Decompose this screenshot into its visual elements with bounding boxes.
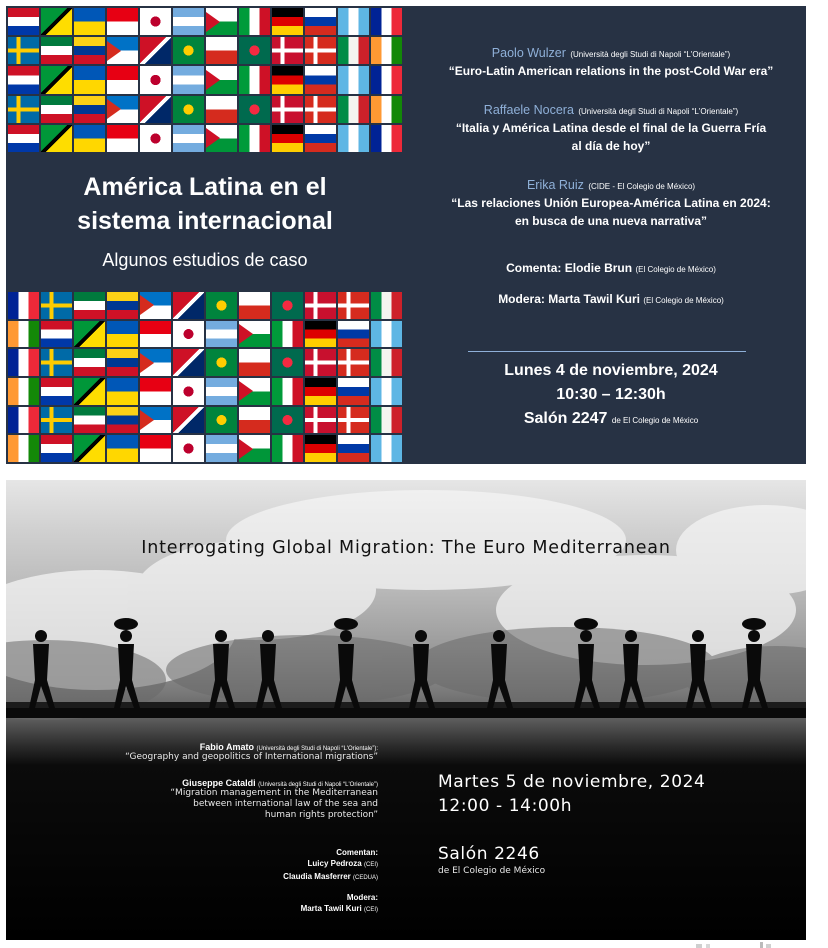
moderator-name: Marta Tawil Kuri (300, 904, 362, 913)
flag-tile (74, 292, 105, 319)
flag-tile (206, 292, 237, 319)
event-time: 12:00 - 14:00h (438, 796, 573, 816)
flag-tile (41, 435, 72, 462)
commentator (422, 261, 800, 275)
flag-tile (41, 8, 72, 35)
person-silhouette (29, 630, 55, 708)
flag-tile (173, 378, 204, 405)
flag-tile (140, 378, 171, 405)
flag-tile (173, 8, 204, 35)
flag-tile (338, 66, 369, 93)
speaker-affiliation: (Università degli Studi di Napoli “L'Orientale”): (256, 746, 378, 752)
flag-tile (305, 349, 336, 376)
flag-tile (8, 435, 39, 462)
person-silhouette (619, 630, 645, 708)
flag-tile (8, 8, 39, 35)
flag-tile (305, 378, 336, 405)
flag-tile (305, 37, 336, 64)
flag-tile (338, 321, 369, 348)
flag-tile (305, 435, 336, 462)
flag-tile (74, 8, 105, 35)
flag-tile (239, 378, 270, 405)
flag-tile (41, 407, 72, 434)
flag-tile (74, 125, 105, 152)
moderator (26, 892, 378, 916)
flag-tile (173, 407, 204, 434)
event-venue (438, 842, 545, 876)
flag-tile (239, 125, 270, 152)
person-silhouette (574, 618, 600, 708)
flag-tile (239, 37, 270, 64)
flag-tile (140, 125, 171, 152)
flag-tile (338, 96, 369, 123)
flag-tile (305, 66, 336, 93)
flag-tile (41, 378, 72, 405)
flag-tile (371, 292, 402, 319)
person-silhouette (742, 618, 768, 708)
person-silhouette (487, 630, 513, 708)
commentator-name: Luicy Pedroza (307, 859, 362, 868)
flag-tile (74, 349, 105, 376)
flag-tile (107, 292, 138, 319)
flag-tile (107, 96, 138, 123)
flag-tile (206, 125, 237, 152)
event-datetime (438, 770, 705, 818)
flag-tile (206, 96, 237, 123)
flag-tile (74, 321, 105, 348)
speaker-block (422, 101, 800, 155)
flag-tile (173, 125, 204, 152)
commentator-affiliation: (El Colegio de México) (635, 265, 716, 274)
flag-tile (371, 321, 402, 348)
event-date: Lunes 4 de noviembre, 2024 (504, 362, 718, 379)
talk-title: “Euro-Latin American relations in the post-Cold War era” (448, 64, 774, 78)
flag-tile (107, 407, 138, 434)
flag-tile (41, 37, 72, 64)
event-date: Martes 5 de noviembre, 2024 (438, 772, 706, 792)
flag-tile (140, 292, 171, 319)
flag-tile (41, 66, 72, 93)
flag-tile (239, 435, 270, 462)
flag-tile (272, 378, 303, 405)
flag-tile (8, 125, 39, 152)
flag-tile (107, 37, 138, 64)
flag-tile (371, 8, 402, 35)
commentator-label: Comenta: Elodie Brun (506, 261, 633, 275)
poster-title-line2: sistema internacional (77, 207, 333, 235)
flag-tile (41, 349, 72, 376)
flag-tile (107, 435, 138, 462)
person-silhouette (114, 618, 140, 708)
flag-tile (239, 292, 270, 319)
moderator (422, 292, 800, 306)
talk-title-line1: “Las relaciones Unión Europea-América Latina en 2024: (451, 196, 771, 210)
poster-title: Interrogating Global Migration: The Euro Mediterranean (141, 538, 671, 558)
flag-tile (272, 37, 303, 64)
flag-tile (74, 435, 105, 462)
speaker-block (26, 778, 378, 821)
flag-tile (74, 378, 105, 405)
speaker-affiliation: (Università degli Studi di Napoli “L'Orientale”) (570, 50, 731, 59)
person-silhouette (209, 630, 235, 708)
talk-title: “Geography and geopolitics of International migrations” (125, 752, 378, 762)
flag-tile (107, 349, 138, 376)
flag-tile (8, 292, 39, 319)
flag-tile (338, 8, 369, 35)
speaker-block (26, 742, 378, 763)
flags-collage-bottom (6, 290, 404, 464)
flag-tile (74, 37, 105, 64)
flag-tile (371, 407, 402, 434)
flag-tile (206, 435, 237, 462)
flag-tile (107, 66, 138, 93)
flag-tile (107, 8, 138, 35)
speaker-affiliation: (CIDE - El Colegio de México) (588, 182, 696, 191)
flag-tile (8, 96, 39, 123)
flag-tile (140, 8, 171, 35)
flag-tile (272, 96, 303, 123)
flag-tile (338, 378, 369, 405)
flag-tile (140, 96, 171, 123)
person-silhouette (686, 630, 712, 708)
venue-room: Salón 2247 (523, 410, 608, 427)
flag-tile (371, 96, 402, 123)
flag-tile (74, 96, 105, 123)
flag-tile (173, 435, 204, 462)
flag-tile (371, 125, 402, 152)
flag-tile (338, 435, 369, 462)
poster-subtitle: Algunos estudios de caso (102, 250, 308, 270)
flag-tile (272, 292, 303, 319)
person-silhouette (256, 630, 282, 708)
flag-tile (305, 321, 336, 348)
flag-tile (338, 37, 369, 64)
flag-tile (272, 407, 303, 434)
poster-america-latina (6, 6, 806, 464)
flag-tile (107, 378, 138, 405)
talk-title-line2: al día de hoy” (571, 139, 651, 153)
flag-tile (107, 125, 138, 152)
flag-tile (140, 66, 171, 93)
commentator-affiliation: (CEDUA) (353, 875, 378, 881)
venue-institution: de El Colegio de México (611, 416, 699, 425)
flag-tile (8, 37, 39, 64)
flag-tile (107, 321, 138, 348)
flag-tile (272, 349, 303, 376)
flag-tile (239, 8, 270, 35)
flag-tile (173, 66, 204, 93)
poster-title-line1: América Latina en el (83, 173, 327, 201)
flag-tile (173, 349, 204, 376)
flag-tile (338, 292, 369, 319)
commentators (26, 847, 378, 884)
flag-tile (41, 96, 72, 123)
flag-tile (41, 321, 72, 348)
moderator-label: Modera: Marta Tawil Kuri (498, 292, 640, 306)
flag-tile (239, 349, 270, 376)
flag-tile (173, 292, 204, 319)
flag-tile (371, 66, 402, 93)
flag-tile (272, 435, 303, 462)
speaker-name: Fabio Amato (199, 742, 254, 752)
venue-institution: de El Colegio de México (438, 866, 546, 876)
event-time: 10:30 – 12:30h (556, 386, 666, 403)
flag-tile (41, 125, 72, 152)
commentator-affiliation: (CEI) (364, 862, 378, 868)
flag-tile (173, 321, 204, 348)
flag-tile (371, 378, 402, 405)
commentator-name: Claudia Masferrer (283, 872, 351, 881)
speaker-name: Paolo Wulzer (491, 46, 566, 60)
flag-tile (8, 321, 39, 348)
poster-title (6, 170, 404, 238)
flag-tile (239, 96, 270, 123)
flag-tile (8, 378, 39, 405)
flag-tile (371, 435, 402, 462)
flag-tile (239, 321, 270, 348)
flag-tile (305, 96, 336, 123)
flag-tile (206, 66, 237, 93)
flag-tile (206, 37, 237, 64)
speaker-affiliation: (Università degli Studi di Napoli “L'Orientale”) (578, 107, 739, 116)
flag-tile (206, 321, 237, 348)
flag-tile (371, 37, 402, 64)
flag-tile (338, 125, 369, 152)
person-silhouette (334, 618, 360, 708)
speaker-name: Raffaele Nocera (483, 103, 574, 117)
person-silhouette (409, 630, 435, 708)
flag-tile (140, 435, 171, 462)
moderator-affiliation: (CEI) (364, 907, 378, 913)
flag-tile (140, 321, 171, 348)
talk-title-line1: “Italia y América Latina desde el final de la Guerra Fría (455, 121, 767, 135)
flags-collage-top (6, 6, 404, 154)
flag-tile (272, 8, 303, 35)
flag-tile (74, 407, 105, 434)
flag-tile (239, 407, 270, 434)
flag-tile (173, 96, 204, 123)
divider (468, 351, 746, 352)
flag-tile (74, 66, 105, 93)
venue-room: Salón 2246 (438, 844, 540, 864)
flag-tile (305, 292, 336, 319)
flag-tile (338, 349, 369, 376)
flag-tile (8, 66, 39, 93)
moderator-affiliation: (El Colegio de México) (643, 296, 724, 305)
talk-title-line3: human rights protection” (264, 810, 378, 820)
ground (6, 708, 806, 718)
migrants-silhouette-image (6, 608, 806, 718)
poster-global-migration (6, 480, 806, 940)
cropped-logo-fragment (694, 940, 774, 948)
flag-tile (140, 37, 171, 64)
speaker-block (422, 176, 800, 230)
flag-tile (272, 321, 303, 348)
moderator-label: Modera: (346, 893, 378, 902)
talk-title-line1: “Migration management in the Mediterranean (170, 788, 378, 798)
flag-tile (8, 349, 39, 376)
flag-tile (305, 8, 336, 35)
flag-tile (371, 349, 402, 376)
flag-tile (41, 292, 72, 319)
flag-tile (206, 349, 237, 376)
flag-tile (140, 407, 171, 434)
speaker-affiliation: (Università degli Studi di Napoli “L'Orientale”) (258, 782, 378, 788)
flag-tile (206, 8, 237, 35)
commentators-label: Comentan: (336, 848, 378, 857)
flag-tile (8, 407, 39, 434)
flag-tile (305, 407, 336, 434)
event-venue (422, 410, 800, 428)
flag-tile (206, 378, 237, 405)
speaker-name: Giuseppe Cataldi (182, 778, 256, 788)
flag-tile (272, 125, 303, 152)
talk-title-line2: between international law of the sea and (193, 799, 378, 809)
flag-tile (272, 66, 303, 93)
speaker-name: Erika Ruiz (526, 178, 584, 192)
flag-tile (239, 66, 270, 93)
talk-title-line2: en busca de una nueva narrativa” (514, 214, 708, 228)
flag-tile (140, 349, 171, 376)
flag-tile (173, 37, 204, 64)
flag-tile (338, 407, 369, 434)
flag-tile (206, 407, 237, 434)
flag-tile (305, 125, 336, 152)
speaker-block (422, 44, 800, 80)
